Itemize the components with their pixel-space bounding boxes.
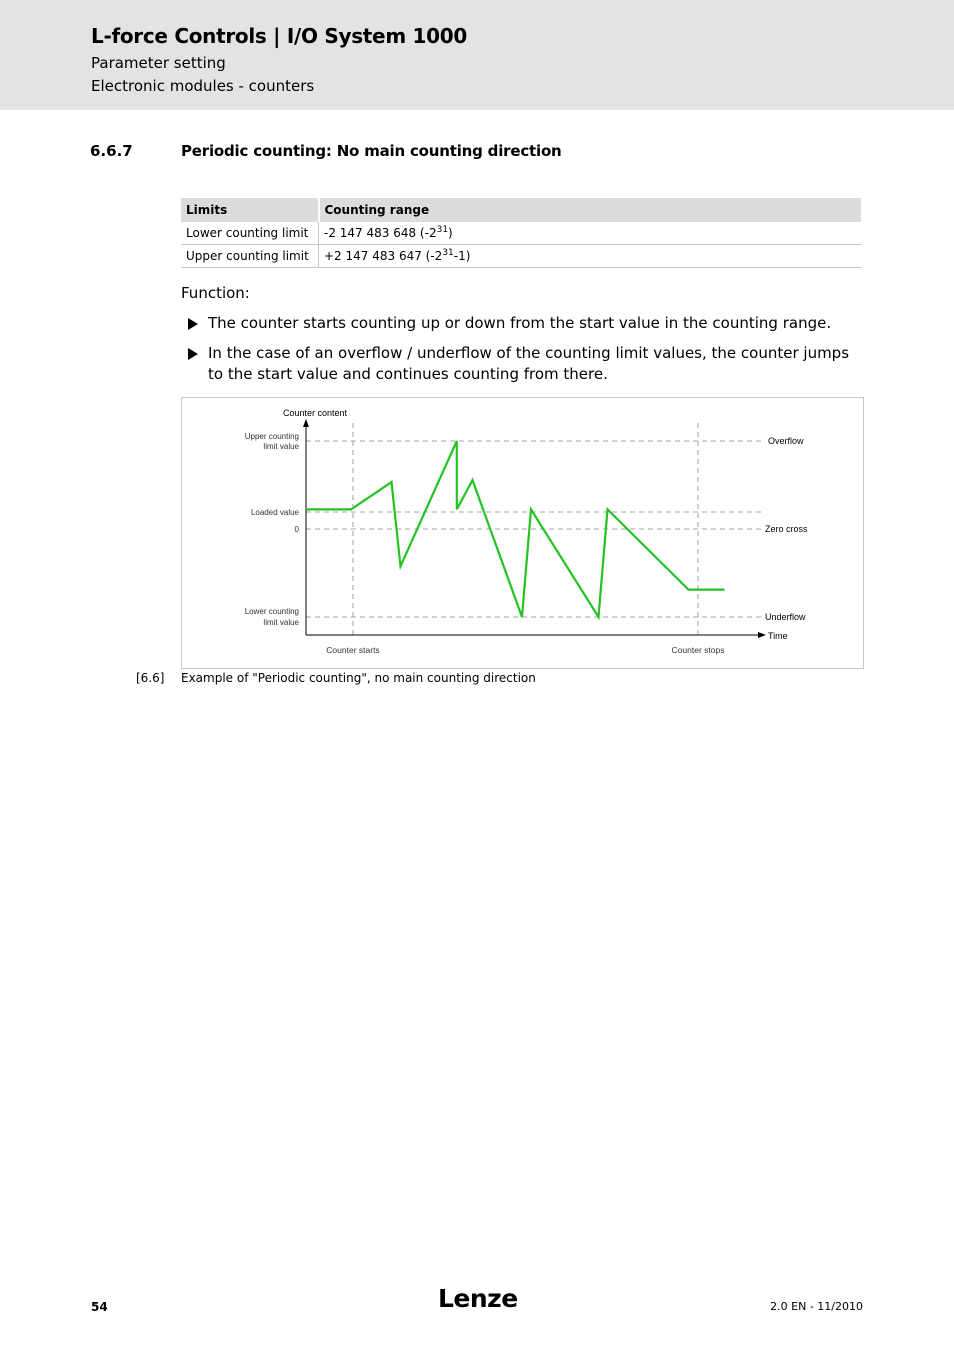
table-cell-limit: Lower counting limit (181, 222, 319, 245)
counter-stop-label: Counter stops (671, 645, 725, 655)
upper-limit-label: Upper counting (244, 432, 299, 441)
figure-caption: Example of "Periodic counting", no main counting direction (181, 671, 536, 685)
page-header (0, 0, 954, 110)
lower-limit-label: limit value (263, 618, 299, 627)
table-row (181, 245, 862, 268)
version-info: 2.0 EN - 11/2010 (770, 1300, 863, 1313)
section-title: Periodic counting: No main counting direction (181, 142, 562, 160)
figure-number: [6.6] (136, 671, 165, 685)
overflow-label: Overflow (768, 436, 804, 446)
loaded-value-label: Loaded value (250, 508, 299, 517)
bullet-arrow-icon (188, 348, 198, 360)
underflow-label: Underflow (765, 612, 806, 622)
chapter-title: Parameter setting (91, 54, 226, 72)
counting-diagram (181, 397, 864, 669)
table-row (181, 222, 862, 245)
zero-cross-label: Zero cross (765, 524, 808, 534)
table-cell-range: +2 147 483 647 $(-2^{31}-1)$ (319, 245, 863, 268)
section-number: 6.6.7 (90, 142, 133, 160)
lower-limit-label: Lower counting (244, 607, 299, 616)
counting-limits-table (181, 198, 863, 268)
x-axis-arrow-icon (758, 632, 766, 638)
upper-limit-label: limit value (263, 442, 299, 451)
document-title: L-force Controls | I/O System 1000 (91, 24, 467, 48)
diagram-svg (182, 398, 863, 668)
table-cell-limit: Upper counting limit (181, 245, 319, 268)
zero-label: 0 (294, 525, 299, 534)
table-cell-range: -2 147 483 648 $(-2^{31})$ (319, 222, 863, 245)
y-axis-arrow-icon (303, 419, 309, 427)
counter-start-label: Counter starts (326, 645, 380, 655)
lenze-logo: Lenze (438, 1284, 518, 1313)
table-header-limits: Limits (181, 198, 319, 222)
table-header-row (181, 198, 862, 222)
function-label: Function: (181, 284, 250, 302)
x-axis-label: Time (768, 631, 788, 641)
table-header-range: Counting range (319, 198, 863, 222)
y-axis-label: Counter content (283, 408, 348, 418)
subchapter-title: Electronic modules - counters (91, 77, 315, 95)
page-number: 54 (91, 1300, 108, 1314)
bullet-arrow-icon (188, 318, 198, 330)
